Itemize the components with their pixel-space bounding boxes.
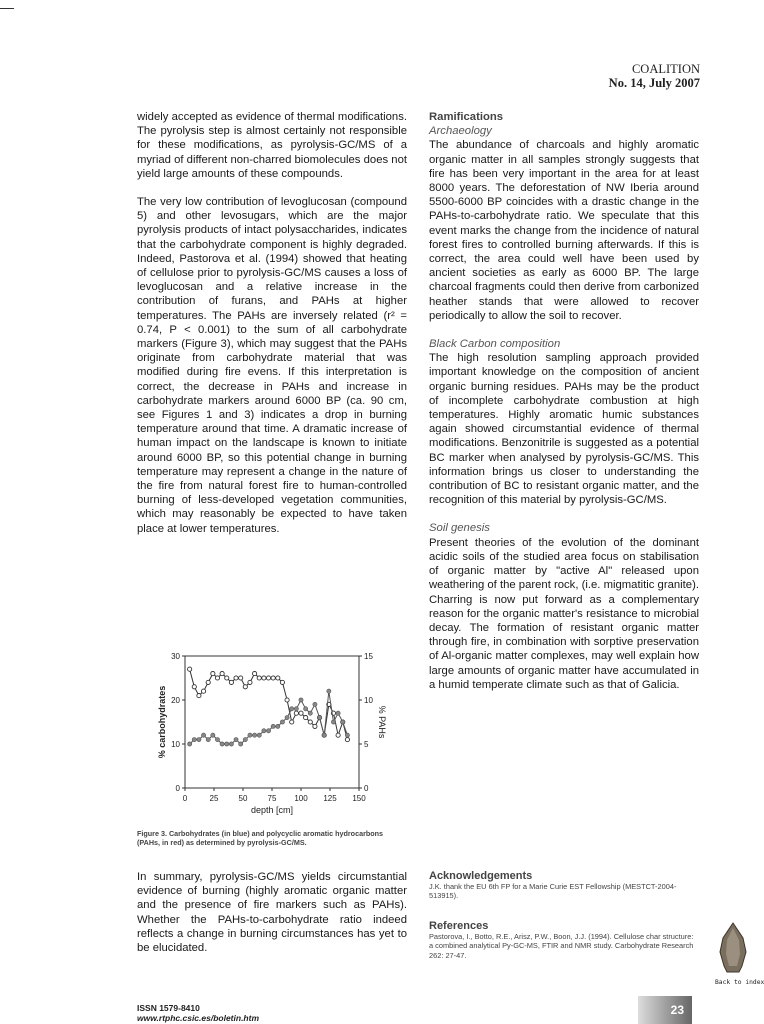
data-point xyxy=(188,742,192,746)
data-point xyxy=(345,738,349,742)
data-point xyxy=(313,724,317,728)
data-point xyxy=(253,733,257,737)
data-point xyxy=(322,733,326,737)
data-point xyxy=(299,711,303,715)
acknowledgements-text: J.K. thank the EU 6th FP for a Marie Curie EST Fellowship (MESTCT-2004-513915). xyxy=(429,882,677,901)
data-point xyxy=(266,729,270,733)
data-point xyxy=(276,676,280,680)
x-tick-label: 50 xyxy=(238,794,248,803)
data-point xyxy=(285,698,289,702)
section-heading: Ramifications xyxy=(429,111,504,123)
data-point xyxy=(197,738,201,742)
data-point xyxy=(290,707,294,711)
data-point xyxy=(239,742,243,746)
section-heading: References xyxy=(429,920,489,932)
data-point xyxy=(262,729,266,733)
data-point xyxy=(294,707,298,711)
paragraph: The high resolution sampling approach provided important knowledge on the composition of ancient organic burning residues. PAHs may be the product of incomplete carbohydrate combustion at high temperatures. Highly aromatic humic substances again showed circumstantial evidence of thermal modifications. Benzonitrile is suggested as a potential BC marker when analysed by pyrolysis-GC/MS. This information brings us closer to understanding the contribution of BC to resistant organic matter, and the recognition of this material by pyrolysis-GC/MS. xyxy=(429,352,699,507)
back-to-index-label: Back to index xyxy=(715,979,764,986)
data-point xyxy=(271,724,275,728)
data-point xyxy=(341,720,345,724)
data-point xyxy=(229,742,233,746)
data-point xyxy=(211,672,215,676)
y-right-tick-label: 10 xyxy=(364,696,373,705)
data-point xyxy=(336,711,340,715)
section-heading: Acknowledgements xyxy=(429,870,533,882)
data-point xyxy=(257,676,261,680)
data-point xyxy=(248,733,252,737)
figure-caption: Figure 3. Carbohydrates (in blue) and polycyclic aromatic hydrocarbons (PAHs, in red) as determined by pyrolysis-GC/MS. xyxy=(137,829,384,847)
footer-url[interactable]: www.rtphc.csic.es/boletin.htm xyxy=(137,1013,260,1023)
data-point xyxy=(308,711,312,715)
data-point xyxy=(345,733,349,737)
data-point xyxy=(271,676,275,680)
data-point xyxy=(243,738,247,742)
data-point xyxy=(234,676,238,680)
x-axis-label: depth [cm] xyxy=(250,805,294,815)
data-point xyxy=(225,742,229,746)
data-point xyxy=(192,685,196,689)
y-right-tick-label: 5 xyxy=(364,740,369,749)
reference-entry: Pastorova, I., Botto, R.E., Arisz, P.W., Boon, J.J. (1994). Cellulose char structure: a combined analytical Py-GC-MS, FTIR and NMR study. Carbohydrate Research 262: 27-47. xyxy=(429,932,694,960)
data-point xyxy=(294,711,298,715)
data-point xyxy=(220,742,224,746)
subsection-heading: Black Carbon composition xyxy=(429,338,561,351)
data-point xyxy=(225,676,229,680)
back-to-index-link[interactable] xyxy=(715,922,764,986)
x-tick-label: 150 xyxy=(352,794,366,803)
y-left-tick-label: 10 xyxy=(171,740,180,749)
footer xyxy=(137,1003,259,1023)
y-right-axis-label: % PAHs xyxy=(377,705,387,739)
data-point xyxy=(253,672,257,676)
y-left-tick-label: 20 xyxy=(171,696,180,705)
data-point xyxy=(234,738,238,742)
y-right-tick-label: 15 xyxy=(364,652,373,661)
data-point xyxy=(285,716,289,720)
issn: ISSN 1579-8410 xyxy=(137,1003,200,1013)
data-point xyxy=(308,720,312,724)
data-point xyxy=(317,716,321,720)
data-point xyxy=(215,676,219,680)
acknowledgements xyxy=(429,870,699,901)
paragraph: widely accepted as evidence of thermal modifications. The pyrolysis step is almost certainly not responsible for these modifications, as pyrolysis-GC/MS of a myriad of different non-charred biomolecules does not yield large amounts of these compounds. xyxy=(137,111,407,180)
subsection-heading: Archaeology xyxy=(429,125,492,138)
data-point xyxy=(336,733,340,737)
data-point xyxy=(248,680,252,684)
data-point xyxy=(266,676,270,680)
data-point xyxy=(206,680,210,684)
paragraph: The abundance of charcoals and highly aromatic organic matter in all samples strongly suggests that fire has been very important in the area for at least 8000 years. The deforestation of NW Iberia around 5500-6000 BP coincides with a drastic change in the PAHs-to-carbohydrate ratio. We speculate that this event marks the change from the incidence of natural forest fires to controlled burning afterwards. If this is correct, the area could well have been used by ancient societies as early as 6000 BP. The large charcoal fragments could then derive from carbonized heather stands that were allowed to recover periodically to allow the soil to recover. xyxy=(429,139,699,322)
data-point xyxy=(215,738,219,742)
data-point xyxy=(331,720,335,724)
x-tick-label: 25 xyxy=(209,794,219,803)
data-point xyxy=(313,702,317,706)
summary-paragraph: In summary, pyrolysis-GC/MS yields circumstantial evidence of burning (highly aromatic organic matter and the presence of fire markers such as PAHs). Whether the PAHs-to-carbohydrate ratio indeed reflects a change in burning circumstances has yet to be elucidated. xyxy=(137,871,407,955)
arrowhead-icon xyxy=(718,922,748,974)
x-tick-label: 75 xyxy=(267,794,277,803)
page-number: 23 xyxy=(638,996,692,1024)
data-point xyxy=(280,680,284,684)
y-right-tick-label: 0 xyxy=(364,784,369,793)
references xyxy=(429,920,699,960)
y-left-tick-label: 0 xyxy=(175,784,180,793)
data-point xyxy=(299,698,303,702)
right-column xyxy=(429,110,699,706)
left-column xyxy=(137,110,407,550)
y-left-axis-label: % carbohydrates xyxy=(157,685,167,759)
issue-info: No. 14, July 2007 xyxy=(608,76,700,90)
journal-header xyxy=(609,62,700,90)
data-point xyxy=(257,733,261,737)
data-point xyxy=(239,676,243,680)
data-point xyxy=(201,733,205,737)
data-point xyxy=(206,738,210,742)
data-point xyxy=(201,689,205,693)
data-point xyxy=(280,720,284,724)
x-tick-label: 100 xyxy=(294,794,308,803)
data-point xyxy=(220,672,224,676)
chart-svg xyxy=(137,648,407,828)
data-point xyxy=(262,676,266,680)
data-point xyxy=(290,720,294,724)
data-point xyxy=(188,667,192,671)
journal-name: COALITION xyxy=(631,62,700,76)
x-tick-label: 0 xyxy=(182,794,188,803)
data-point xyxy=(243,685,247,689)
paragraph: The very low contribution of levoglucosan (compound 5) and other levosugars, which are the major pyrolysis products of intact polysaccharides, indicates that the carbohydrate component is highly degraded. Indeed, Pastorova et al. (1994) showed that heating of cellulose prior to pyrolysis-GC/MS causes a loss of levoglucosan and a relative increase in the contribution of furans, and PAHs at higher temperatures. The PAHs are inversely related (r² = 0.74, P < 0.001) to the sum of all carbohydrate markers (Figure 3), which may suggest that the PAHs originate from carbohydrate material that was modified during fire evens. If this interpretation is correct, the decrease in PAHs and increase in carbohydrate markers around 6000 BP (ca. 90 cm, see Figures 1 and 3) indicates a drop in burning temperature around that time. A dramatic increase of human impact on the landscape is known to initiate around 6000 BP, so this potential change in burning temperature may represent a change in the nature of the fire from natural forest fire to human-controlled burning of less-developed vegetation communities, which may reasonably be expected to have taken place at lower temperatures. xyxy=(137,196,407,535)
subsection-heading: Soil genesis xyxy=(429,522,490,535)
data-point xyxy=(197,694,201,698)
x-tick-label: 125 xyxy=(323,794,337,803)
page-corner-mark xyxy=(0,8,14,9)
y-left-tick-label: 30 xyxy=(171,652,180,661)
data-point xyxy=(229,680,233,684)
data-point xyxy=(276,724,280,728)
paragraph: Present theories of the evolution of the dominant acidic soils of the studied area focus on stabilisation of organic matter by "active Al" released upon weathering of the parent rock, (i.e. migmatitic granite). Charring is now put forward as a complementary reason for the organic matter's resistance to microbial decay. The formation of resistant organic matter through fire, in combination with sorptive preservation of Al-organic matter complexes, may well explain how large amounts of organic matter have accumulated in a humid temperate climate such as that of Galicia. xyxy=(429,536,699,691)
data-point xyxy=(304,707,308,711)
data-point xyxy=(192,738,196,742)
data-point xyxy=(211,733,215,737)
data-point xyxy=(304,716,308,720)
data-point xyxy=(327,689,331,693)
